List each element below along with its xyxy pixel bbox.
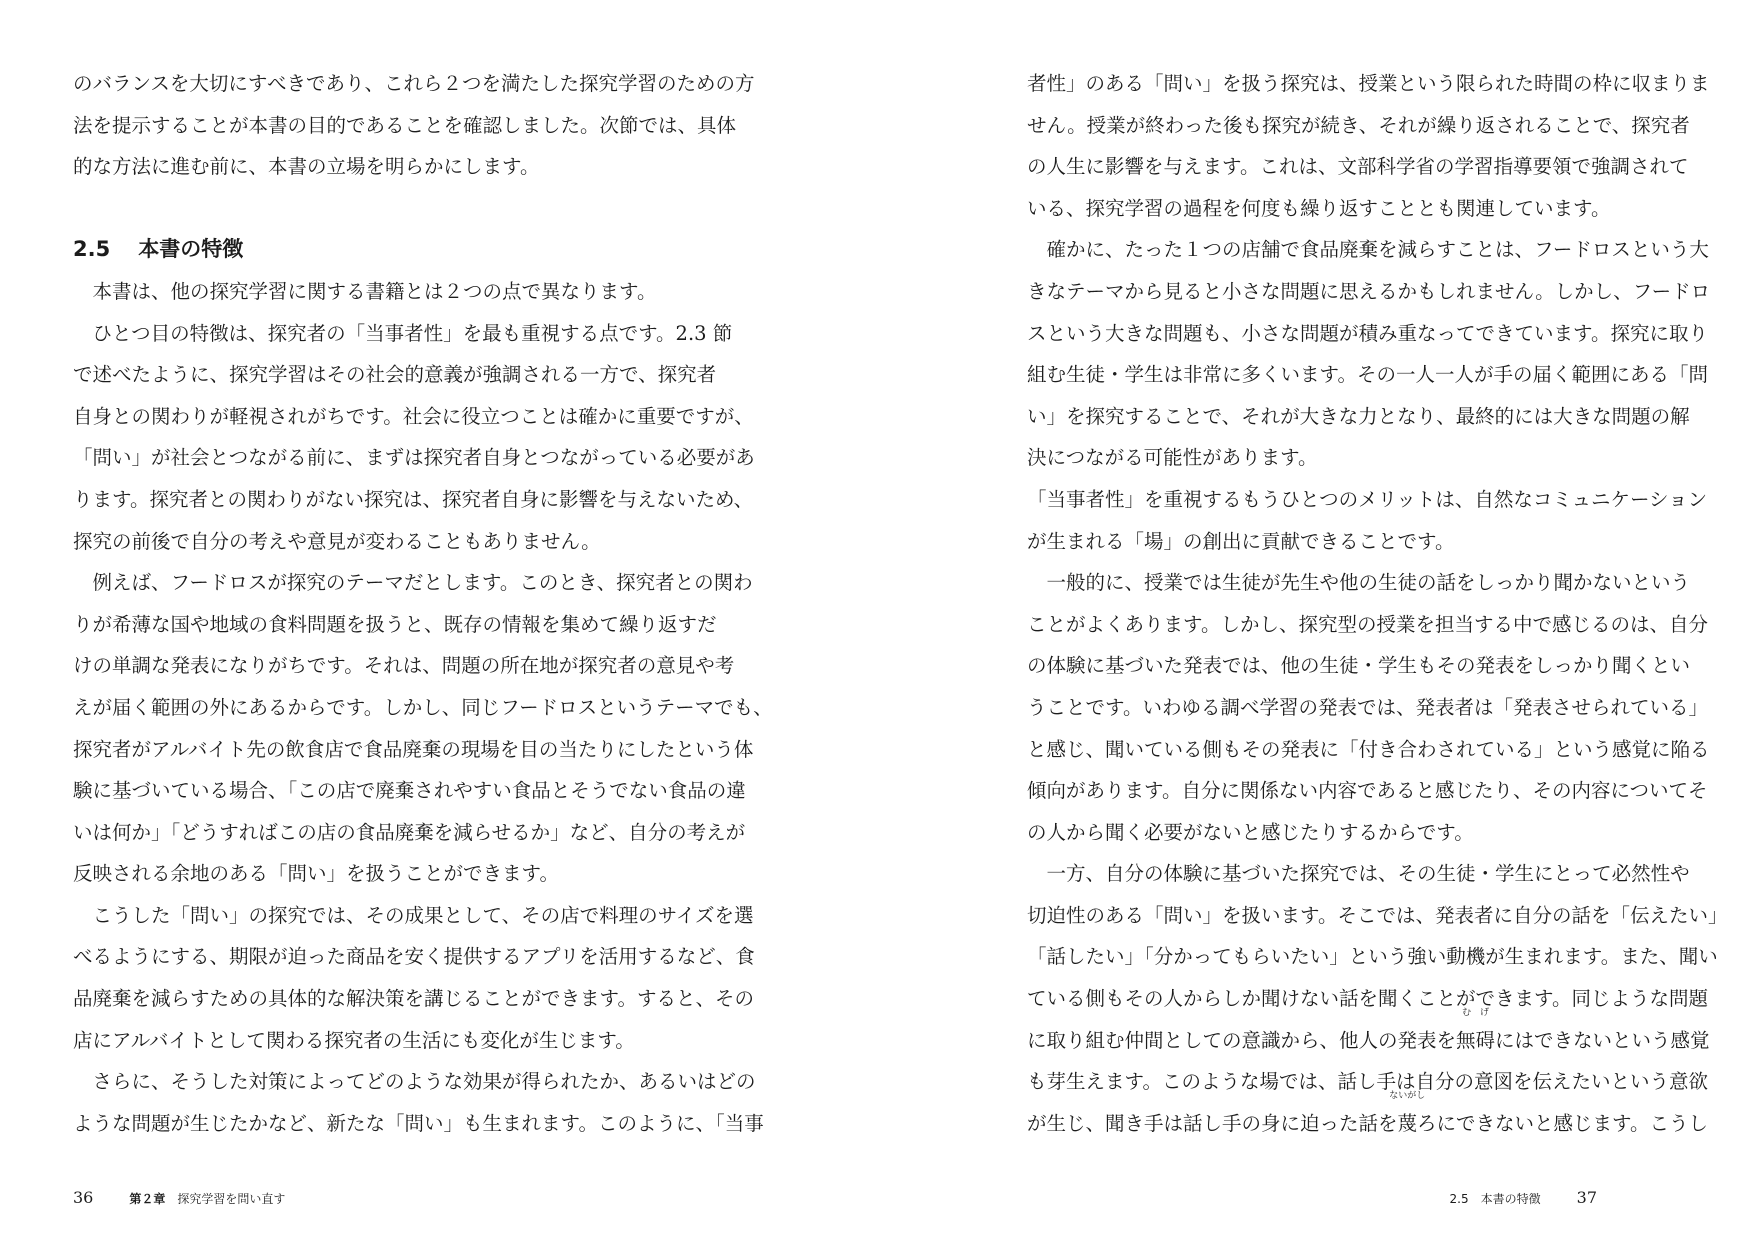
ruby-base: 蔑 xyxy=(1397,1111,1418,1135)
paragraph-line: 「問い」が社会とつながる前に、まずは探究者自身とつながっている必要があ xyxy=(73,446,755,470)
paragraph-line: いる、探究学習の過程を何度も繰り返すこととも関連しています。 xyxy=(1027,196,1611,220)
paragraph-line: い」を探究することで、それが大きな力となり、最終的には大きな問題の解 xyxy=(1027,404,1690,428)
section-title: 本書の特徴 xyxy=(138,237,244,262)
paragraph-line: 探究者がアルバイト先の飲食店で食品廃棄の現場を目の当たりにしたという体 xyxy=(73,737,754,761)
section-number: 2.5 xyxy=(73,237,111,262)
paragraph-line: の人生に影響を与えます。これは、文部科学省の学習指導要領で強調されて xyxy=(1027,155,1689,179)
paragraph-line: 切迫性のある「問い」を扱います。そこでは、発表者に自分の話を「伝えたい」 xyxy=(1027,903,1728,927)
paragraph-line-with-ruby xyxy=(1027,1090,1727,1145)
paragraph-line-with-ruby xyxy=(1027,1007,1727,1062)
paragraph-line: 一方、自分の体験に基づいた探究では、その生徒・学生にとって必然性や xyxy=(1027,862,1690,886)
ruby-word xyxy=(1389,1090,1426,1145)
paragraph-line: ひとつ目の特徴は、探究者の「当事者性」を最も重視する点です。2.3 節 xyxy=(73,321,733,345)
right-page-text xyxy=(1027,63,1727,1144)
paragraph-line: りが希薄な国や地域の食料問題を扱うと、既存の情報を集めて繰り返すだ xyxy=(73,612,717,636)
ruby-word xyxy=(1456,1007,1496,1062)
paragraph-line: スという大きな問題も、小さな問題が積み重なってできています。探究に取り xyxy=(1027,321,1708,345)
paragraph-line: いは何か」「どうすればこの店の食品廃棄を減らせるか」など、自分の考えが xyxy=(73,820,746,844)
paragraph-line: 一般的に、授業では生徒が先生や他の生徒の話をしっかり聞かないという xyxy=(1027,571,1691,595)
section-spacer xyxy=(73,188,773,230)
paragraph-line: こうした「問い」の探究では、その成果として、その店で料理のサイズを選 xyxy=(73,903,754,927)
left-page-footer xyxy=(73,1186,285,1210)
paragraph-line: の人から聞く必要がないと感じたりするからです。 xyxy=(1027,820,1474,844)
paragraph-line: 例えば、フードロスが探究のテーマだとします。このとき、探究者との関わ xyxy=(73,571,753,595)
paragraph-line: 「話したい」「分かってもらいたい」という強い動機が生まれます。また、聞い xyxy=(1027,945,1718,969)
running-section-title: 本書の特徴 xyxy=(1480,1192,1541,1206)
paragraph-line: 的な方法に進む前に、本書の立場を明らかにします。 xyxy=(73,155,540,179)
paragraph-line: ている側もその人からしか聞けない話を聞くことができます。同じような問題 xyxy=(1027,987,1708,1011)
ruby-base: 無碍 xyxy=(1456,1028,1496,1052)
paragraph-line: 品廃棄を減らすための具体的な解決策を講じることができます。すると、その xyxy=(73,987,754,1011)
paragraph-line: で述べたように、探究学習はその社会的意義が強調される一方で、探究者 xyxy=(73,363,717,387)
section-heading xyxy=(73,229,773,271)
paragraph-line: が生まれる「場」の創出に貢献できることです。 xyxy=(1027,529,1455,553)
ruby-annotation: ないがし xyxy=(1389,1090,1426,1101)
paragraph-line: えが届く範囲の外にあるからです。しかし、同じフードロスというテーマでも、 xyxy=(73,695,773,719)
ruby-line-after: ろにできないと感じます。こうし xyxy=(1417,1111,1708,1135)
ruby-line-before: が生じ、聞き手は話し手の身に迫った話を xyxy=(1027,1111,1398,1135)
paragraph-line: 本書は、他の探究学習に関する書籍とは２つの点で異なります。 xyxy=(73,279,657,303)
paragraph-line: きなテーマから見ると小さな問題に思えるかもしれません。しかし、フードロ xyxy=(1027,279,1711,303)
running-section-number: 2.5 xyxy=(1449,1192,1469,1206)
paragraph-line: 反映される余地のある「問い」を扱うことができます。 xyxy=(73,862,559,886)
paragraph-line: さらに、そうした対策によってどのような効果が得られたか、あるいはどの xyxy=(73,1070,756,1094)
paragraph-line: のバランスを大切にすべきであり、これら２つを満たした探究学習のための方 xyxy=(73,72,755,95)
chapter-label: 第２章 xyxy=(129,1192,166,1206)
left-page xyxy=(0,0,874,1241)
ruby-line-after: にはできないという感覚 xyxy=(1495,1028,1710,1052)
ruby-line-before: に取り組む仲間としての意識から、他人の発表を xyxy=(1027,1028,1457,1052)
paragraph-line: べるようにする、期限が迫った商品を安く提供するアプリを活用するなど、食 xyxy=(73,945,755,969)
paragraph-line: と感じ、聞いている側もその発表に「付き合わされている」という感覚に陥る xyxy=(1027,737,1710,761)
paragraph-line: 組む生徒・学生は非常に多くいます。その一人一人が手の届く範囲にある「問 xyxy=(1027,363,1708,387)
page-number: 37 xyxy=(1576,1188,1597,1207)
paragraph-line: 自身との関わりが軽視されがちです。社会に役立つことは確かに重要ですが、 xyxy=(73,404,754,428)
ruby-annotation: む げ xyxy=(1462,1007,1490,1018)
right-page-footer xyxy=(1450,1186,1597,1210)
paragraph-line: ような問題が生じたかなど、新たな「問い」も生まれます。このように、「当事 xyxy=(73,1111,764,1135)
paragraph-line: の体験に基づいた発表では、他の生徒・学生もその発表をしっかり聞くとい xyxy=(1027,654,1691,678)
paragraph-line: けの単調な発表になりがちです。それは、問題の所在地が探究者の意見や考 xyxy=(73,654,735,678)
paragraph-line: も芽生えます。このような場では、話し手は自分の意図を伝えたいという意欲 xyxy=(1027,1070,1708,1094)
paragraph-line: 験に基づいている場合、「この店で廃棄されやすい食品とそうでない食品の違 xyxy=(73,779,746,803)
paragraph-line: 確かに、たった１つの店舗で食品廃棄を減らすことは、フードロスという大 xyxy=(1027,238,1709,262)
paragraph-line: うことです。いわゆる調べ学習の発表では、発表者は「発表させられている」 xyxy=(1027,695,1708,719)
paragraph-line: ります。探究者との関わりがない探究は、探究者自身に影響を与えないため、 xyxy=(73,487,754,511)
right-page xyxy=(875,0,1749,1241)
paragraph-line: 傾向があります。自分に関係ない内容であると感じたり、その内容についてそ xyxy=(1027,779,1708,803)
paragraph-line: 「当事者性」を重視するもうひとつのメリットは、自然なコミュニケーション xyxy=(1027,487,1708,511)
paragraph-line: ことがよくあります。しかし、探究型の授業を担当する中で感じるのは、自分 xyxy=(1027,612,1708,636)
page-number: 36 xyxy=(73,1188,94,1207)
paragraph-line: 法を提示することが本書の目的であることを確認しました。次節では、具体 xyxy=(73,113,737,137)
paragraph-line: 者性」のある「問い」を扱う探究は、授業という限られた時間の枠に収まりま xyxy=(1027,72,1710,95)
left-page-text xyxy=(73,63,773,1144)
paragraph-line: 店にアルバイトとして関わる探究者の生活にも変化が生じます。 xyxy=(73,1028,635,1052)
paragraph-line: 探究の前後で自分の考えや意見が変わることもありません。 xyxy=(73,529,601,553)
chapter-title: 探究学習を問い直す xyxy=(177,1192,286,1206)
paragraph-line: 決につながる可能性があります。 xyxy=(1027,446,1318,470)
paragraph-line: せん。授業が終わった後も探究が続き、それが繰り返されることで、探究者 xyxy=(1027,113,1690,137)
